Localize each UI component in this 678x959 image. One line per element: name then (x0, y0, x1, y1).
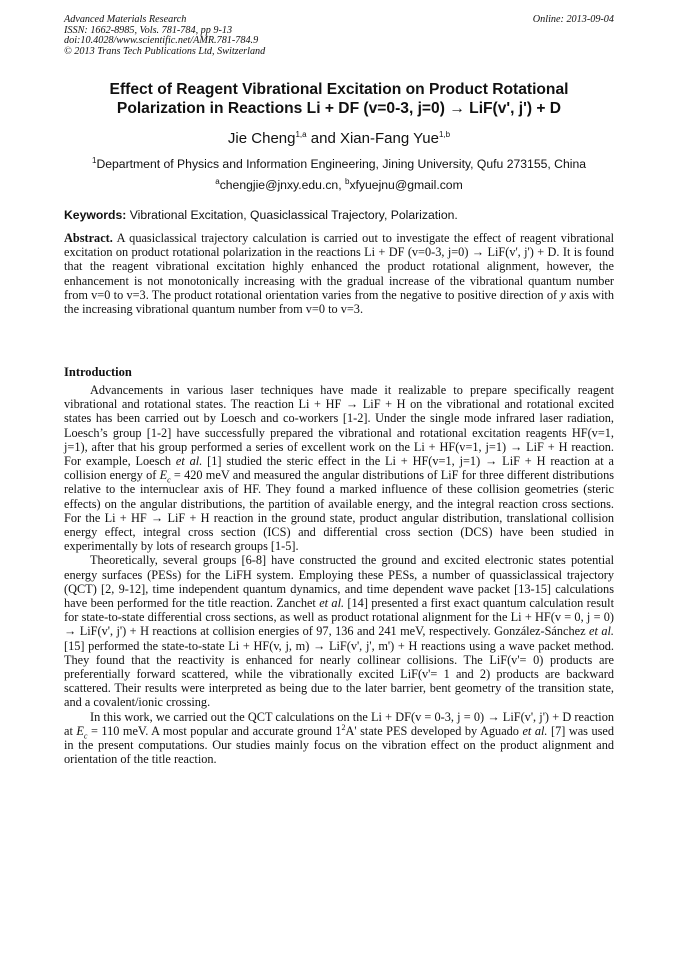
abstract-text-2: axis with the increasing vibrational quantum number from v=0 to v=3. (64, 287, 614, 317)
email-a: chengjie@jnxy.edu.cn, (219, 178, 345, 192)
p3-energy-subscript: c (83, 731, 88, 741)
p3-text-c: A' state PES developed by Aguado (345, 723, 523, 738)
copyright-line: © 2013 Trans Tech Publications Ltd, Switzerland (64, 45, 266, 57)
p2-text-b: [14] presented a first exact quantum calculation result for state-to-state differential cross sections, as well as product rotational alignment for the Li + HF(v = 0, j = 0) → LiF(v', j') + H reactions at collision energies of 97, 136 and 241 meV, respectively. González-Sánchez (64, 596, 614, 639)
keywords-label: Keywords: (64, 208, 127, 222)
affiliation-marker: 1 (91, 155, 97, 165)
p3-etal: et al. (522, 723, 548, 738)
p1-text-d: = 420 meV and measured the angular distributions of LiF for three different distributions relative to the internuclear axis of HF. They found a marked influence of these collision geometries (steric effects) on the angular distributions, the partition of available energy, and the integral reaction cross sections. For the Li + HF → LiF + H reaction in the ground state, product angular distribution, translational collision energy effect, integral cross section (ICS) and differential cross section (DCS) have been studied in experimentally by lots of research groups [1-5]. (64, 468, 614, 554)
intro-paragraph-3 (64, 710, 614, 767)
abstract-y-axis: y (560, 287, 566, 302)
p2-etal-2: et al. (589, 624, 614, 639)
intro-paragraph-1 (64, 383, 614, 553)
abstract (64, 231, 614, 316)
title-line-2: Polarization in Reactions Li + DF (v=0-3, j=0) → LiF(v', j') + D (116, 100, 562, 117)
section-heading-introduction: Introduction (64, 365, 132, 379)
p3-text-d: [7] was used in the present computations. Our studies mainly focus on the vibration effect on the product alignment and orientation of the title reaction. (64, 723, 615, 767)
doi-line: doi:10.4028/www.scientific.net/AMR.781-784.9 (64, 35, 259, 47)
p2-text-c: [15] performed the state-to-state Li + HF(v, j, m) → LiF(v', j', m') + H reactions using a wave packet method. They found that the reactivity is enhanced for nearly collinear collisions. The LiF(v'= 0) products are preferentially forward scattered, while the vibrationally excited LiF(v'= 1 and 2) products are backward scattered. Their results were interpreted as being due to the later barrier, bent geometry of the transition state, and a covalent/ionic crossing. (64, 638, 614, 710)
journal-name: Advanced Materials Research (64, 14, 187, 25)
affiliation-text: Department of Physics and Information Engineering, Jining University, Qufu 273155, China (96, 157, 587, 171)
intro-paragraph-2 (64, 553, 614, 709)
p1-text-a: Advancements in various laser techniques have made it realizable to prepare specifically reagent vibrational and rotational states. The reaction Li + HF → LiF + H on the vibrational and rotational excited states has been carried out by Loesch and co-workers [1-2]. Under the single mode infrared laser radiation, Loesch’s group [1-2] have successfully prepared the vibrational and rotational excitation reagents HF(v=1, j=1), after that his group performed a series of excellent work on the Li + HF(v=1, j=1) → LiF + H reaction. For example, Loesch (64, 383, 614, 469)
author-2: Xian-Fang Yue (339, 130, 439, 147)
p3-text-b: = 110 meV. A most popular and accurate ground 1 (87, 723, 342, 738)
author-conjunction: and (306, 130, 340, 147)
email-b-marker: b (344, 176, 350, 186)
email-b: xfyuejnu@gmail.com (349, 178, 463, 192)
author-list (64, 130, 614, 148)
affiliation (64, 157, 614, 172)
p2-text-a: Theoretically, several groups [6-8] have constructed the ground and excited electronic states potential energy surfaces (PESs) for the LiFH system. Employing these PESs, a number of quassiclassical trajectory (QCT) [2, 9-12], time independent quantum dynamics, and time dependent wave packet [13-15] calculations have been performed for the title reaction. Zanchet (64, 553, 614, 611)
p3-text-a: In this work, we carried out the QCT calculations on the Li + DF(v = 0-3, j = 0) → LiF(v', j') + D reaction at (64, 709, 614, 738)
p1-text-b: [1] studied the steric effect in the Li + HF(v=1, j=1) → LiF + H reaction at a collision energy of (64, 454, 614, 483)
paper-title (64, 80, 614, 118)
p2-etal-1: et al. (319, 596, 345, 611)
author-1-affil: 1,a (295, 130, 307, 139)
author-2-affil: 1,b (438, 130, 451, 139)
p3-energy-symbol: E (76, 723, 84, 738)
p1-energy-subscript: c (167, 475, 171, 485)
introduction-body (64, 383, 614, 766)
p1-etal: et al. (175, 454, 203, 469)
title-line-1: Effect of Reagent Vibrational Excitation on Product Rotational (109, 81, 569, 98)
p3-superscript: 2 (341, 722, 346, 732)
author-1: Jie Cheng (227, 130, 296, 147)
email-a-marker: a (215, 176, 220, 186)
keywords-text: Vibrational Excitation, Quasiclassical Trajectory, Polarization. (126, 208, 458, 222)
p1-energy-symbol: E (159, 468, 168, 483)
online-date: Online: 2013-09-04 (532, 14, 614, 25)
abstract-text-1: A quasiclassical trajectory calculation is carried out to investigate the effect of reagent vibrational excitation on product rotational polarization in the reactions Li + DF (v=0-3, j=0) → LiF(v', j') + D. It is found that the reagent vibrational excitation highly enhanced the product rotational alignment, however, the enhancement is not monotonically increasing with the gradual increase of the vibrational quantum number from v=0 to v=3. The product rotational orientation varies from the negative to positive direction of (64, 231, 614, 302)
keywords (64, 208, 614, 223)
journal-info (64, 15, 265, 57)
abstract-label: Abstract. (64, 231, 113, 245)
issn-line: ISSN: 1662-8985, Vols. 781-784, pp 9-13 (64, 24, 233, 36)
author-emails (64, 178, 614, 193)
